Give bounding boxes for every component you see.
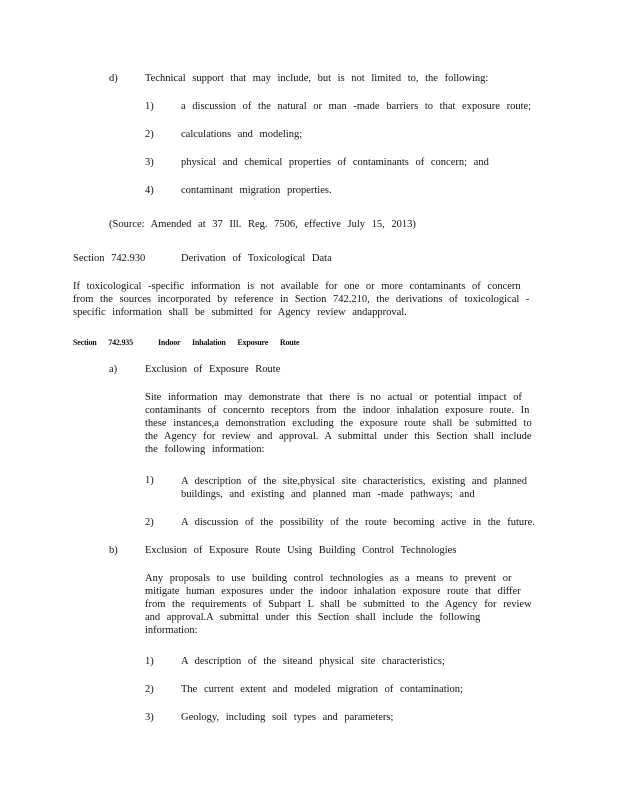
item-b-marker: b) [109, 545, 118, 556]
section-930-body: If toxicological -specific information is not available for one or more contaminants of concern from the sources incorporated by reference in Section 742.210, the derivations of toxicological -specific information shall be submitted for Agency review andapproval. [73, 281, 530, 318]
item-d-1-marker: 1) [145, 101, 154, 112]
item-d-4-marker: 4) [145, 185, 154, 196]
item-d-2-text: calculations and modeling; [181, 129, 303, 140]
section-935-title: Indoor Inhalation Exposure Route [158, 338, 300, 347]
item-b-body: Any proposals to use building control technologies as a means to prevent or mitigate human exposures under the indoor inhalation exposure route that differ from the requirements of Subpart L shall be submitted to the Agency for review and approval.A submittal under this Section shall include the following information: [145, 573, 532, 636]
item-d-2-marker: 2) [145, 129, 154, 140]
section-930-number: Section 742.930 [73, 253, 146, 264]
item-d-text: Technical support that may include, but is not limited to, the following: [145, 73, 489, 84]
item-b-1-text: A description of the siteand physical site characteristics; [181, 656, 445, 667]
item-d-1-text: a discussion of the natural or man -made barriers to that exposure route; [181, 101, 532, 112]
item-a-body: Site information may demonstrate that there is no actual or potential impact of contaminants of concernto receptors from the indoor inhalation exposure route. In these instances,a demonstration excluding the exposure route shall be submitted to the Agency for review and approval. A submittal under this Section shall include the following information: [145, 392, 532, 455]
section-935-number: Section 742.935 [73, 338, 133, 347]
item-a-1-marker: 1) [145, 475, 154, 486]
item-d-4-text: contaminant migration properties. [181, 185, 332, 196]
item-b-2-text: The current extent and modeled migration of contamination; [181, 684, 463, 695]
item-d-marker: d) [109, 73, 118, 84]
source-note: (Source: Amended at 37 Ill. Reg. 7506, effective July 15, 2013) [109, 219, 416, 230]
item-b-3-text: Geology, including soil types and parameters; [181, 712, 394, 723]
item-a-1-text: A description of the site,physical site characteristics, existing and planned buildings, and existing and planned man -made pathways; and [181, 476, 527, 500]
item-b-3-marker: 3) [145, 712, 154, 723]
item-b-title: Exclusion of Exposure Route Using Building Control Technologies [145, 545, 457, 556]
item-d-3-marker: 3) [145, 157, 154, 168]
item-b-1-marker: 1) [145, 656, 154, 667]
item-d-3-text: physical and chemical properties of contaminants of concern; and [181, 157, 489, 168]
item-a-2-text: A discussion of the possibility of the route becoming active in the future. [181, 517, 535, 528]
item-a-marker: a) [109, 364, 118, 375]
item-a-title: Exclusion of Exposure Route [145, 364, 281, 375]
item-a-2-marker: 2) [145, 517, 154, 528]
section-930-title: Derivation of Toxicological Data [181, 253, 332, 264]
item-b-2-marker: 2) [145, 684, 154, 695]
